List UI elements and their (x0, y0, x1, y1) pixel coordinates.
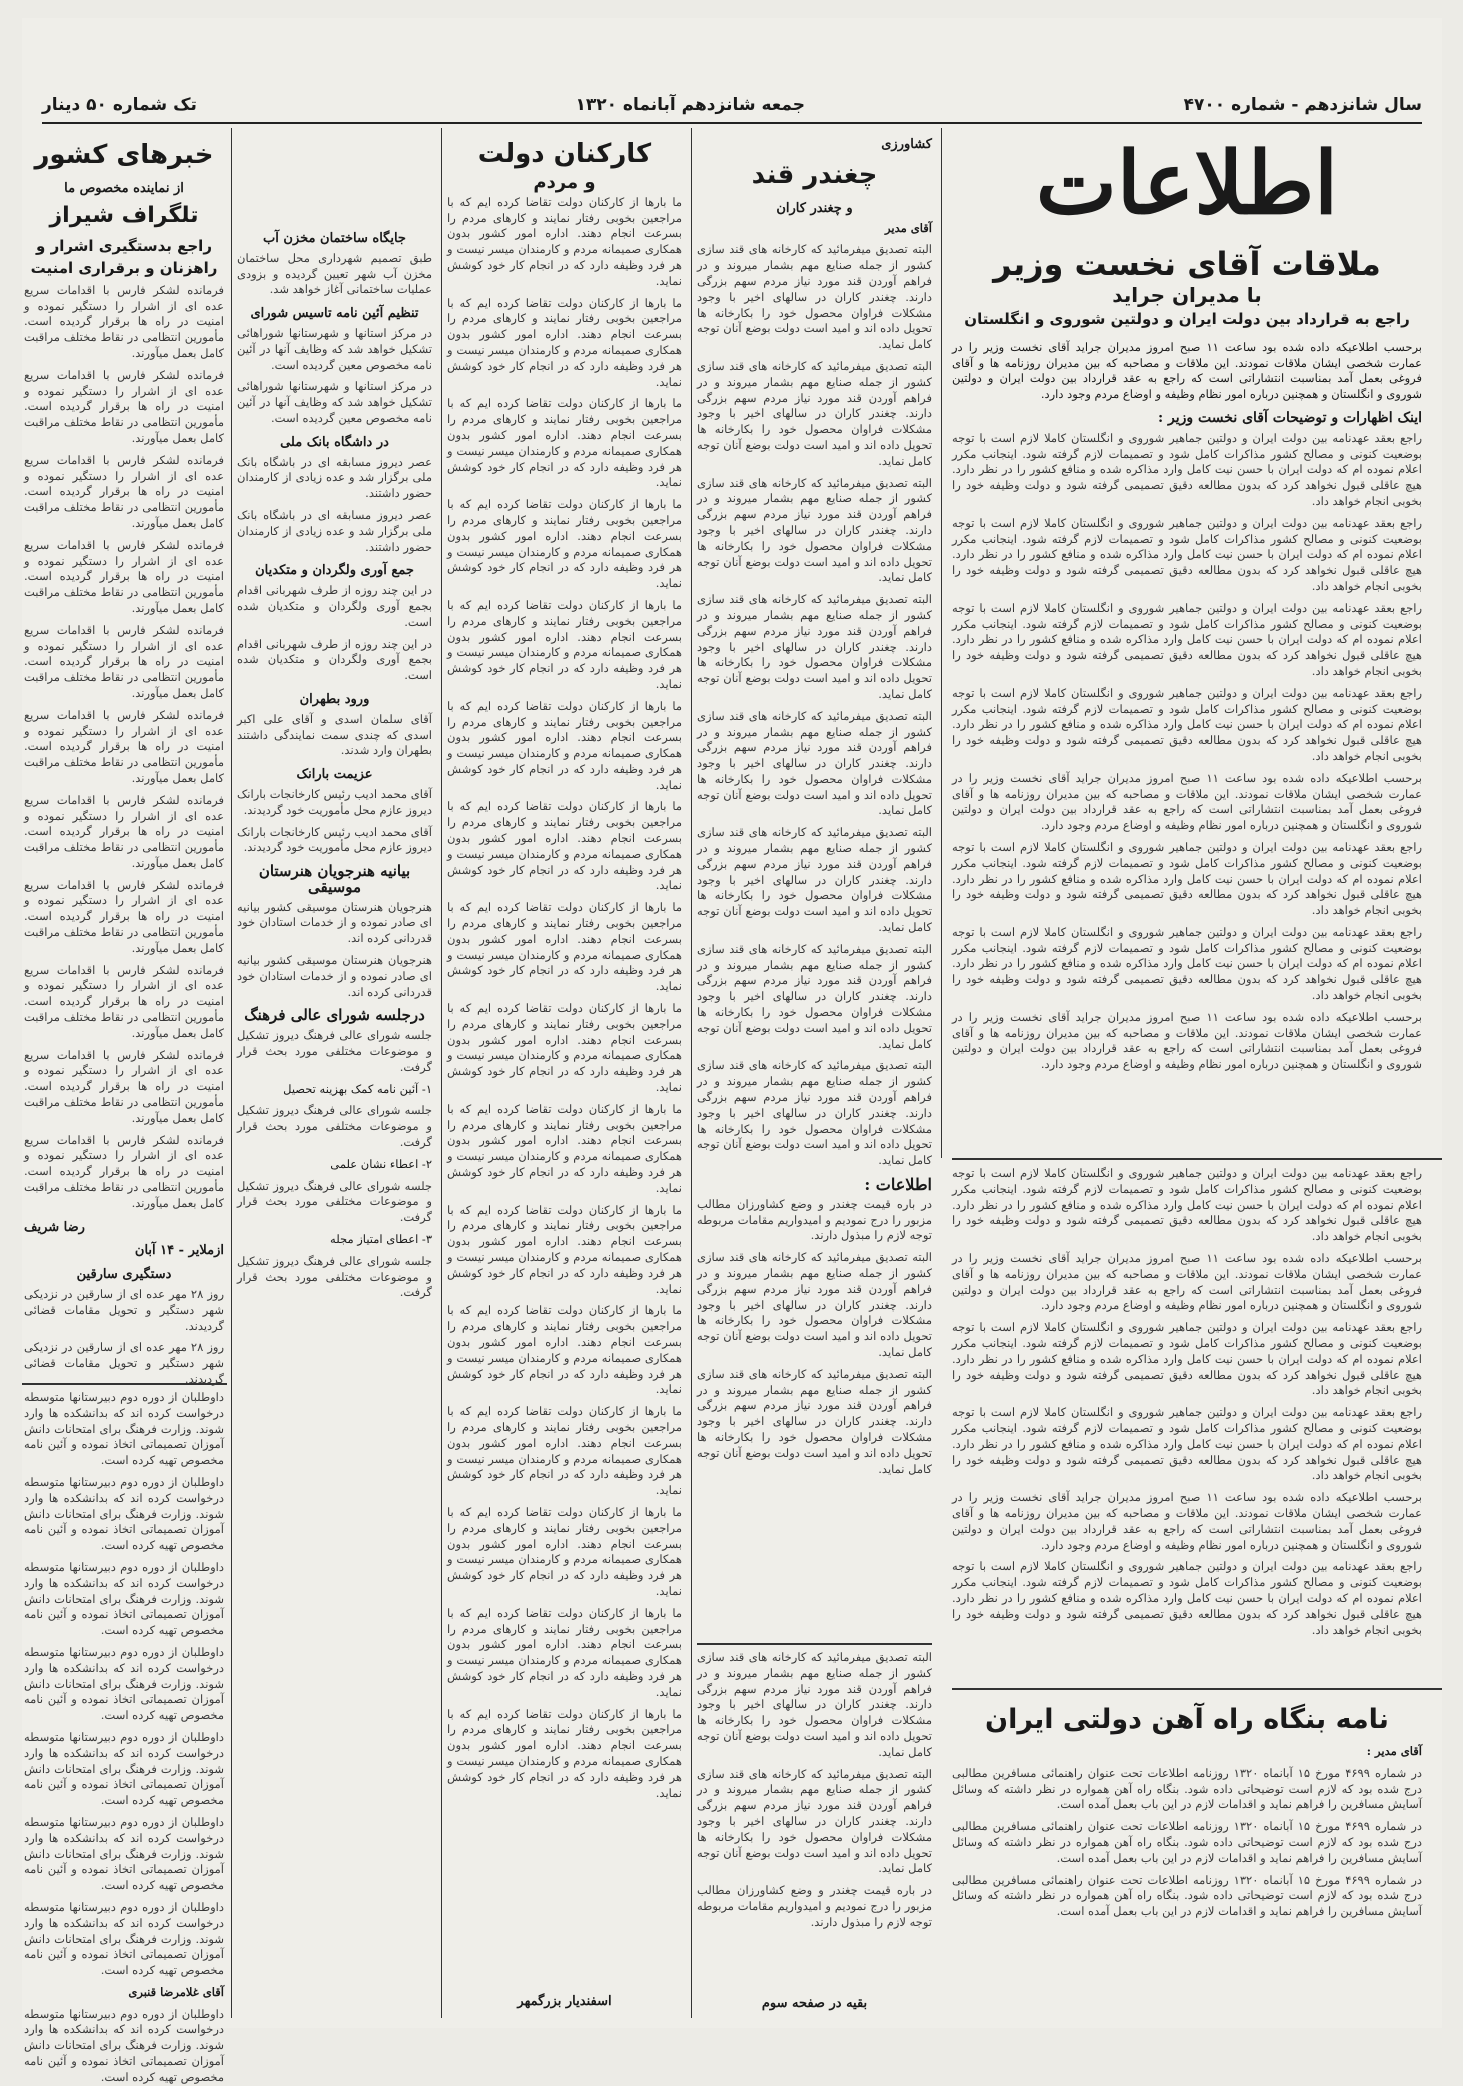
agriculture-kicker: کشاورزی (881, 137, 932, 152)
lead-section-title: اینک اظهارات و توضیحات آقای نخست وزیر : (1157, 409, 1422, 426)
domestic-body-repeat: فرمانده لشکر فارس با اقدامات سریع عده ای از اشرار را دستگیر نموده و امنیت در راه ها برقرار گردیده است. مأمورین انتظامی در نقاط مختلف مراقبت کامل بعمل میآورند. (24, 452, 224, 530)
agriculture-body-repeat: البته تصدیق میفرمائید که کارخانه های قند سازی کشور از جمله صنایع مهم بشمار میروند و در فراهم آوردن قند مورد نیاز مردم سهم بزرگی دارند. چغندر کاران در سالهای اخیر با وجود مشکلات فراوان محصول خود را بکارخانه ها تحویل داده اند و امید است دولت بوضع آنان توجه کامل نماید. (697, 592, 932, 701)
domestic-body-repeat: فرمانده لشکر فارس با اقدامات سریع عده ای از اشرار را دستگیر نموده و امنیت در راه ها برقرار گردیده است. مأمورین انتظامی در نقاط مختلف مراقبت کامل بعمل میآورند. (24, 792, 224, 870)
domestic-headline2: تلگراف شیراز (49, 202, 199, 228)
domestic-body-repeat: فرمانده لشکر فارس با اقدامات سریع عده ای از اشرار را دستگیر نموده و امنیت در راه ها برقرار گردیده است. مأمورین انتظامی در نقاط مختلف مراقبت کامل بعمل میآورند. (24, 962, 224, 1040)
news-list-item: ۱- آئین نامه کمک بهزینه تحصیل (283, 1081, 432, 1096)
news-item6-body: آقای محمد ادیب رئیس کارخانجات بارانک دیروز عازم محل مأموریت خود گردیدند. (237, 786, 432, 817)
lead-deck: راجع به قرارداد بین دولت ایران و دولتین شوروی و انگلستان (964, 309, 1410, 328)
domestic-headline: خبرهای کشور (34, 140, 214, 170)
agriculture-body-repeat: البته تصدیق میفرمائید که کارخانه های قند سازی کشور از جمله صنایع مهم بشمار میروند و در فراهم آوردن قند مورد نیاز مردم سهم بزرگی دارند. چغندر کاران در سالهای اخیر با وجود مشکلات فراوان محصول خود را بکارخانه ها تحویل داده اند و امید است دولت بوضع آنان توجه کامل نماید. (697, 1250, 932, 1359)
agriculture-section2-body: در باره قیمت چغندر و وضع کشاورزان مطالب مزبور را درج نمودیم و امیدواریم مقامات مربوطه توجه لازم را مبذول دارند. (697, 1196, 932, 1243)
column-rule (231, 128, 233, 2018)
officials-signature: اسفندیار بزرگمهر (517, 1994, 612, 2010)
railway-salutation: آقای مدیر : (1366, 1744, 1422, 1758)
domestic-body-repeat: فرمانده لشکر فارس با اقدامات سریع عده ای از اشرار را دستگیر نموده و امنیت در راه ها برقرار گردیده است. مأمورین انتظامی در نقاط مختلف مراقبت کامل بعمل میآورند. (24, 707, 224, 785)
column-rule (691, 128, 693, 2018)
lead-continuation-text: برحسب اطلاعیکه داده شده بود ساعت ۱۱ صبح امروز مدیران جراید آقای نخست وزیر را در عمارت شخصی ایشان ملاقات نمودند. این ملاقات و مصاحبه که بین مدیران روزنامه ها و آقای فروغی بعمل آمد بمناسبت انتشاراتی است که راجع به عقد قرارداد بین دولت ایران و دولتین شوروی و انگلستان و همچنین درباره امور نظام وظیفه و اوضاع مردم وجود دارد. (952, 1490, 1422, 1552)
students-body-repeat: داوطلبان از دوره دوم دبیرستانها متوسطه درخواست کرده اند که بدانشکده ها وارد شوند. وزارت فرهنگ برای امتحانات دانش آموزان تصمیماتی اتخاذ نموده و آئین نامه مخصوص تهیه کرده است. (24, 2006, 224, 2084)
officials-body-repeat: ما بارها از کارکنان دولت تقاضا کرده ایم که با مراجعین بخوبی رفتار نمایند و کارهای مردم را بسرعت انجام دهند. اداره امور کشور بدون همکاری صمیمانه مردم و کارمندان میسر نیست و هر فرد وظیفه دارد که در انجام کار خود کوشش نماید. (447, 396, 682, 490)
railway-body-repeat: در شماره ۴۶۹۹ مورخ ۱۵ آبانماه ۱۳۲۰ روزنامه اطلاعات تحت عنوان راهنمائی مسافرین مطالبی درج شده بود که لازم است توضیحاتی داده شود. بنگاه راه آهن همواره در نظر داشته که وسائل آسایش مسافرین را فراهم نماید و اقدامات لازم در این باب بعمل آمده است. (952, 1872, 1423, 1919)
news-item5-title: ورود بطهران (299, 691, 370, 707)
domestic-item2-title: دستگیری سارقین (76, 1267, 172, 1283)
domestic-body-repeat: فرمانده لشکر فارس با اقدامات سریع عده ای از اشرار را دستگیر نموده و امنیت در راه ها برقرار گردیده است. مأمورین انتظامی در نقاط مختلف مراقبت کامل بعمل میآورند. (24, 537, 224, 615)
lead-body-repeat: برحسب اطلاعیکه داده شده بود ساعت ۱۱ صبح امروز مدیران جراید آقای نخست وزیر را در عمارت شخصی ایشان ملاقات نمودند. این ملاقات و مصاحبه که بین مدیران روزنامه ها و آقای فروغی بعمل آمد بمناسبت انتشاراتی است که راجع به عقد قرارداد بین دولت ایران و دولتین شوروی و انگلستان و همچنین درباره امور نظام وظیفه و اوضاع مردم وجود دارد. (952, 1009, 1422, 1072)
news-item8-body: جلسه شورای عالی فرهنگ دیروز تشکیل و موضوعات مختلفی مورد بحث قرار گرفت. (237, 1103, 432, 1150)
masthead-logo: اطلاعات (1035, 133, 1339, 234)
agriculture-salutation: آقای مدیر (885, 220, 932, 235)
domestic-body: فرمانده لشکر فارس با اقدامات سریع عده ای از اشرار را دستگیر نموده و امنیت در راه ها برقرار گردیده است. مأمورین انتظامی در نقاط مختلف مراقبت کامل بعمل میآورند. (24, 282, 224, 360)
section-rule (952, 1688, 1442, 1690)
news-item4-title: جمع آوری ولگردان و متکدیان (255, 563, 414, 579)
news-item7-body: هنرجویان هنرستان موسیقی کشور بیانیه ای صادر نموده و از خدمات استادان خود قدردانی کرده اند. (237, 953, 432, 999)
news-item3-body: عصر دیروز مسابقه ای در باشگاه بانک ملی برگزار شد و عده زیادی از کارمندان حضور داشتند. (237, 454, 432, 501)
column-rule (441, 128, 443, 2018)
agriculture-continuation-text: البته تصدیق میفرمائید که کارخانه های قند سازی کشور از جمله صنایع مهم بشمار میروند و در فراهم آوردن قند مورد نیاز مردم سهم بزرگی دارند. چغندر کاران در سالهای اخیر با وجود مشکلات فراوان محصول خود را بکارخانه ها تحویل داده اند و امید است دولت بوضع آنان توجه کامل نماید. (697, 1766, 932, 1876)
domestic-body-repeat: فرمانده لشکر فارس با اقدامات سریع عده ای از اشرار را دستگیر نموده و امنیت در راه ها برقرار گردیده است. مأمورین انتظامی در نقاط مختلف مراقبت کامل بعمل میآورند. (24, 622, 224, 700)
lead-continuation-text: برحسب اطلاعیکه داده شده بود ساعت ۱۱ صبح امروز مدیران جراید آقای نخست وزیر را در عمارت شخصی ایشان ملاقات نمودند. این ملاقات و مصاحبه که بین مدیران روزنامه ها و آقای فروغی بعمل آمد بمناسبت انتشاراتی است که راجع به عقد قرارداد بین دولت ایران و دولتین شوروی و انگلستان و همچنین درباره امور نظام وظیفه و اوضاع مردم وجود دارد. (952, 1250, 1422, 1313)
agriculture-body-repeat: البته تصدیق میفرمائید که کارخانه های قند سازی کشور از جمله صنایع مهم بشمار میروند و در فراهم آوردن قند مورد نیاز مردم سهم بزرگی دارند. چغندر کاران در سالهای اخیر با وجود مشکلات فراوان محصول خود را بکارخانه ها تحویل داده اند و امید است دولت بوضع آنان توجه کامل نماید. (697, 825, 932, 935)
agriculture-headline: چغندر قند (751, 159, 878, 190)
domestic-item2-body: روز ۲۸ مهر عده ای از سارقین در نزدیکی شهر دستگیر و تحویل مقامات قضائی گردیدند. (24, 1287, 224, 1333)
continued-note: بقیه در صفحه سوم (761, 1996, 868, 2012)
officials-body-repeat: ما بارها از کارکنان دولت تقاضا کرده ایم که با مراجعین بخوبی رفتار نمایند و کارهای مردم را بسرعت انجام دهند. اداره امور کشور بدون همکاری صمیمانه مردم و کارمندان میسر نیست و هر فرد وظیفه دارد که در انجام کار خود کوشش نماید. (447, 1404, 682, 1498)
students-body-repeat: داوطلبان از دوره دوم دبیرستانها متوسطه درخواست کرده اند که بدانشکده ها وارد شوند. وزارت فرهنگ برای امتحانات دانش آموزان تصمیماتی اتخاذ نموده و آئین نامه مخصوص تهیه کرده است. (24, 1729, 224, 1808)
lead-body-repeat: راجع بعقد عهدنامه بین دولت ایران و دولتین جماهیر شوروی و انگلستان کاملا لازم است با توجه بوضعیت کنونی و مصالح کشور مذاکرات کامل شود و تصمیمات لازم گرفته شود. اینجانب مکرر اعلام نموده ام که دولت ایران با حسن نیت کامل وارد مذاکره شده و منافع کشور را در نظر دارد. هیچ عاقلی قبول نخواهد کرد که بدون مطالعه دقیق تصمیمی گرفته شود و دولت وظیفه خود را بخوبی انجام خواهد داد. (952, 924, 1422, 1003)
lead-continuation (952, 1166, 1422, 1681)
news-item3-body: عصر دیروز مسابقه ای در باشگاه بانک ملی برگزار شد و عده زیادی از کارمندان حضور داشتند. (237, 507, 432, 554)
domestic-byline: از نماینده مخصوص ما (64, 181, 184, 196)
agriculture-section2-title: اطلاعات : (864, 1175, 932, 1195)
lead-body-repeat: راجع بعقد عهدنامه بین دولت ایران و دولتین جماهیر شوروی و انگلستان کاملا لازم است با توجه بوضعیت کنونی و مصالح کشور مذاکرات کامل شود و تصمیمات لازم گرفته شود. اینجانب مکرر اعلام نموده ام که دولت ایران با حسن نیت کامل وارد مذاکره شده و منافع کشور را در نظر دارد. هیچ عاقلی قبول نخواهد کرد که بدون مطالعه دقیق تصمیمی گرفته شود و دولت وظیفه خود را بخوبی انجام خواهد داد. (952, 600, 1422, 678)
news-item6-body: آقای محمد ادیب رئیس کارخانجات بارانک دیروز عازم محل مأموریت خود گردیدند. (237, 824, 432, 855)
officials-body-repeat: ما بارها از کارکنان دولت تقاضا کرده ایم که با مراجعین بخوبی رفتار نمایند و کارهای مردم را بسرعت انجام دهند. اداره امور کشور بدون همکاری صمیمانه مردم و کارمندان میسر نیست و هر فرد وظیفه دارد که در انجام کار خود کوشش نماید. (447, 295, 682, 389)
students-body-repeat: داوطلبان از دوره دوم دبیرستانها متوسطه درخواست کرده اند که بدانشکده ها وارد شوند. وزارت فرهنگ برای امتحانات دانش آموزان تصمیماتی اتخاذ نموده و آئین نامه مخصوص تهیه کرده است. (24, 1899, 224, 1978)
issue-date: جمعه شانزدهم آبانماه ۱۳۲۰ (575, 95, 806, 115)
domestic-body-repeat: فرمانده لشکر فارس با اقدامات سریع عده ای از اشرار را دستگیر نموده و امنیت در راه ها برقرار گردیده است. مأمورین انتظامی در نقاط مختلف مراقبت کامل بعمل میآورند. (24, 877, 224, 955)
lead-intro: برحسب اطلاعیکه داده شده بود ساعت ۱۱ صبح امروز مدیران جراید آقای نخست وزیر را در عمارت شخصی ایشان ملاقات نمودند. این ملاقات و مصاحبه که بین مدیران روزنامه ها و آقای فروغی بعمل آمد بمناسبت انتشاراتی است که راجع به عقد قرارداد بین دولت ایران و دولتین شوروی و انگلستان و همچنین درباره امور نظام وظیفه و اوضاع مردم وجود دارد. (952, 339, 1422, 402)
lead-continuation-text: راجع بعقد عهدنامه بین دولت ایران و دولتین جماهیر شوروی و انگلستان کاملا لازم است با توجه بوضعیت کنونی و مصالح کشور مذاکرات کامل شود و تصمیمات لازم گرفته شود. اینجانب مکرر اعلام نموده ام که دولت ایران با حسن نیت کامل وارد مذاکره شده و منافع کشور را در نظر دارد. هیچ عاقلی قبول نخواهد کرد که بدون مطالعه دقیق تصمیمی گرفته شود و دولت وظیفه خود را بخوبی انجام خواهد داد. (952, 1559, 1422, 1637)
lead-body-repeat: راجع بعقد عهدنامه بین دولت ایران و دولتین جماهیر شوروی و انگلستان کاملا لازم است با توجه بوضعیت کنونی و مصالح کشور مذاکرات کامل شود و تصمیمات لازم گرفته شود. اینجانب مکرر اعلام نموده ام که دولت ایران با حسن نیت کامل وارد مذاکره شده و منافع کشور را در نظر دارد. هیچ عاقلی قبول نخواهد کرد که بدون مطالعه دقیق تصمیمی گرفته شود و دولت وظیفه خود را بخوبی انجام خواهد داد. (952, 685, 1422, 763)
newspaper-page (22, 18, 1442, 2084)
domestic-body-repeat: فرمانده لشکر فارس با اقدامات سریع عده ای از اشرار را دستگیر نموده و امنیت در راه ها برقرار گردیده است. مأمورین انتظامی در نقاط مختلف مراقبت کامل بعمل میآورند. (24, 1132, 224, 1210)
officials-body-repeat: ما بارها از کارکنان دولت تقاضا کرده ایم که با مراجعین بخوبی رفتار نمایند و کارهای مردم را بسرعت انجام دهند. اداره امور کشور بدون همکاری صمیمانه مردم و کارمندان میسر نیست و هر فرد وظیفه دارد که در انجام کار خود کوشش نماید. (447, 1504, 682, 1598)
news-item1-title: جایگاه ساختمان مخزن آب (263, 231, 406, 246)
students-signature: آقای غلامرضا قنبری (128, 1984, 224, 1999)
lead-continuation-text: راجع بعقد عهدنامه بین دولت ایران و دولتین جماهیر شوروی و انگلستان کاملا لازم است با توجه بوضعیت کنونی و مصالح کشور مذاکرات کامل شود و تصمیمات لازم گرفته شود. اینجانب مکرر اعلام نموده ام که دولت ایران با حسن نیت کامل وارد مذاکره شده و منافع کشور را در نظر دارد. هیچ عاقلی قبول نخواهد کرد که بدون مطالعه دقیق تصمیمی گرفته شود و دولت وظیفه خود را بخوبی انجام خواهد داد. (952, 1320, 1422, 1398)
agriculture-article (697, 133, 932, 1638)
officials-body-repeat: ما بارها از کارکنان دولت تقاضا کرده ایم که با مراجعین بخوبی رفتار نمایند و کارهای مردم را بسرعت انجام دهند. اداره امور کشور بدون همکاری صمیمانه مردم و کارمندان میسر نیست و هر فرد وظیفه دارد که در انجام کار خود کوشش نماید. (447, 900, 682, 994)
officials-body-repeat: ما بارها از کارکنان دولت تقاضا کرده ایم که با مراجعین بخوبی رفتار نمایند و کارهای مردم را بسرعت انجام دهند. اداره امور کشور بدون همکاری صمیمانه مردم و کارمندان میسر نیست و هر فرد وظیفه دارد که در انجام کار خود کوشش نماید. (447, 1001, 682, 1095)
news-item1-body: طبق تصمیم شهرداری محل ساختمان مخزن آب شهر تعیین گردیده و بزودی عملیات ساختمانی آغاز خواهد شد. (237, 250, 432, 297)
officials-body-repeat: ما بارها از کارکنان دولت تقاضا کرده ایم که با مراجعین بخوبی رفتار نمایند و کارهای مردم را بسرعت انجام دهند. اداره امور کشور بدون همکاری صمیمانه مردم و کارمندان میسر نیست و هر فرد وظیفه دارد که در انجام کار خود کوشش نماید. (447, 1101, 682, 1195)
agriculture-body-repeat: البته تصدیق میفرمائید که کارخانه های قند سازی کشور از جمله صنایع مهم بشمار میروند و در فراهم آوردن قند مورد نیاز مردم سهم بزرگی دارند. چغندر کاران در سالهای اخیر با وجود مشکلات فراوان محصول خود را بکارخانه ها تحویل داده اند و امید است دولت بوضع آنان توجه کامل نماید. (697, 941, 932, 1051)
railway-body-repeat: در شماره ۴۶۹۹ مورخ ۱۵ آبانماه ۱۳۲۰ روزنامه اطلاعات تحت عنوان راهنمائی مسافرین مطالبی درج شده بود که لازم است توضیحاتی داده شود. بنگاه راه آهن همواره در نظر داشته که وسائل آسایش مسافرین را فراهم نماید و اقدامات لازم در این باب بعمل آمده است. (952, 1819, 1423, 1865)
dateline (42, 88, 1422, 124)
officials-body-repeat: ما بارها از کارکنان دولت تقاضا کرده ایم که با مراجعین بخوبی رفتار نمایند و کارهای مردم را بسرعت انجام دهند. اداره امور کشور بدون همکاری صمیمانه مردم و کارمندان میسر نیست و هر فرد وظیفه دارد که در انجام کار خود کوشش نماید. (447, 1303, 682, 1397)
agriculture-continuation-text: البته تصدیق میفرمائید که کارخانه های قند سازی کشور از جمله صنایع مهم بشمار میروند و در فراهم آوردن قند مورد نیاز مردم سهم بزرگی دارند. چغندر کاران در سالهای اخیر با وجود مشکلات فراوان محصول خود را بکارخانه ها تحویل داده اند و امید است دولت بوضع آنان توجه کامل نماید. (697, 1650, 932, 1759)
officials-body-repeat: ما بارها از کارکنان دولت تقاضا کرده ایم که با مراجعین بخوبی رفتار نمایند و کارهای مردم را بسرعت انجام دهند. اداره امور کشور بدون همکاری صمیمانه مردم و کارمندان میسر نیست و هر فرد وظیفه دارد که در انجام کار خود کوشش نماید. (447, 799, 682, 893)
lead-continuation-text: راجع بعقد عهدنامه بین دولت ایران و دولتین جماهیر شوروی و انگلستان کاملا لازم است با توجه بوضعیت کنونی و مصالح کشور مذاکرات کامل شود و تصمیمات لازم گرفته شود. اینجانب مکرر اعلام نموده ام که دولت ایران با حسن نیت کامل وارد مذاکره شده و منافع کشور را در نظر دارد. هیچ عاقلی قبول نخواهد کرد که بدون مطالعه دقیق تصمیمی گرفته شود و دولت وظیفه خود را بخوبی انجام خواهد داد. (952, 1405, 1422, 1483)
lead-subheadline: با مدیران جراید (1112, 283, 1262, 307)
agriculture-body-repeat: البته تصدیق میفرمائید که کارخانه های قند سازی کشور از جمله صنایع مهم بشمار میروند و در فراهم آوردن قند مورد نیاز مردم سهم بزرگی دارند. چغندر کاران در سالهای اخیر با وجود مشکلات فراوان محصول خود را بکارخانه ها تحویل داده اند و امید است دولت بوضع آنان توجه کامل نماید. (697, 475, 932, 585)
students-body-repeat: داوطلبان از دوره دوم دبیرستانها متوسطه درخواست کرده اند که بدانشکده ها وارد شوند. وزارت فرهنگ برای امتحانات دانش آموزان تصمیماتی اتخاذ نموده و آئین نامه مخصوص تهیه کرده است. (24, 1814, 224, 1893)
column-rule (941, 128, 943, 1158)
officials-body-repeat: ما بارها از کارکنان دولت تقاضا کرده ایم که با مراجعین بخوبی رفتار نمایند و کارهای مردم را بسرعت انجام دهند. اداره امور کشور بدون همکاری صمیمانه مردم و کارمندان میسر نیست و هر فرد وظیفه دارد که در انجام کار خود کوشش نماید. (447, 1605, 682, 1699)
domestic-body-repeat: فرمانده لشکر فارس با اقدامات سریع عده ای از اشرار را دستگیر نموده و امنیت در راه ها برقرار گردیده است. مأمورین انتظامی در نقاط مختلف مراقبت کامل بعمل میآورند. (24, 1047, 224, 1125)
news-list-item: ۳- اعطای امتیاز مجله (330, 1232, 432, 1247)
lead-headline: ملاقات آقای نخست وزیر (993, 245, 1381, 283)
officials-body-repeat: ما بارها از کارکنان دولت تقاضا کرده ایم که با مراجعین بخوبی رفتار نمایند و کارهای مردم را بسرعت انجام دهند. اداره امور کشور بدون همکاری صمیمانه مردم و کارمندان میسر نیست و هر فرد وظیفه دارد که در انجام کار خود کوشش نماید. (447, 698, 682, 792)
officials-body-repeat: ما بارها از کارکنان دولت تقاضا کرده ایم که با مراجعین بخوبی رفتار نمایند و کارهای مردم را بسرعت انجام دهند. اداره امور کشور بدون همکاری صمیمانه مردم و کارمندان میسر نیست و هر فرد وظیفه دارد که در انجام کار خود کوشش نماید. (447, 497, 682, 591)
lead-article (952, 240, 1422, 1155)
students-body: داوطلبان از دوره دوم دبیرستانها متوسطه درخواست کرده اند که بدانشکده ها وارد شوند. وزارت فرهنگ برای امتحانات دانش آموزان تصمیماتی اتخاذ نموده و آئین نامه مخصوص تهیه کرده است. (24, 1390, 224, 1468)
news-item3-title: در داشگاه بانک ملی (280, 434, 389, 450)
year-issue: سال شانزدهم - شماره ۴۷۰۰ (1183, 95, 1422, 115)
agriculture-body-repeat: البته تصدیق میفرمائید که کارخانه های قند سازی کشور از جمله صنایع مهم بشمار میروند و در فراهم آوردن قند مورد نیاز مردم سهم بزرگی دارند. چغندر کاران در سالهای اخیر با وجود مشکلات فراوان محصول خود را بکارخانه ها تحویل داده اند و امید است دولت بوضع آنان توجه کامل نماید. (697, 358, 932, 468)
students-body-repeat: داوطلبان از دوره دوم دبیرستانها متوسطه درخواست کرده اند که بدانشکده ها وارد شوند. وزارت فرهنگ برای امتحانات دانش آموزان تصمیماتی اتخاذ نموده و آئین نامه مخصوص تهیه کرده است. (24, 1474, 224, 1553)
domestic-deck: راجع بدستگیری اشرار و راهزنان و برقراری امنیت (30, 236, 218, 277)
domestic-city-date: ازملایر - ۱۴ آبان (134, 1243, 224, 1259)
price: تک شماره ۵۰ دینار (42, 95, 197, 115)
news-item8-body: جلسه شورای عالی فرهنگ دیروز تشکیل و موضوعات مختلفی مورد بحث قرار گرفت. (237, 1028, 432, 1074)
news-item2-body: در مرکز استانها و شهرستانها شوراهائی تشکیل خواهد شد که وظایف آنها در آئین نامه مخصوص معین گردیده است. (237, 325, 432, 372)
news-item7-body: هنرجویان هنرستان موسیقی کشور بیانیه ای صادر نموده و از خدمات استادان خود قدردانی کرده اند. (237, 899, 432, 946)
agriculture-body: البته تصدیق میفرمائید که کارخانه های قند سازی کشور از جمله صنایع مهم بشمار میروند و در فراهم آوردن قند مورد نیاز مردم سهم بزرگی دارند. چغندر کاران در سالهای اخیر با وجود مشکلات فراوان محصول خود را بکارخانه ها تحویل داده اند و امید است دولت بوضع آنان توجه کامل نماید. (697, 242, 932, 352)
lead-body-repeat: راجع بعقد عهدنامه بین دولت ایران و دولتین جماهیر شوروی و انگلستان کاملا لازم است با توجه بوضعیت کنونی و مصالح کشور مذاکرات کامل شود و تصمیمات لازم گرفته شود. اینجانب مکرر اعلام نموده ام که دولت ایران با حسن نیت کامل وارد مذاکره شده و منافع کشور را در نظر دارد. هیچ عاقلی قبول نخواهد کرد که بدون مطالعه دقیق تصمیمی گرفته شود و دولت وظیفه خود را بخوبی انجام خواهد داد. (952, 839, 1422, 918)
news-item4-body: در این چند روزه از طرف شهربانی اقدام بجمع آوری ولگردان و متکدیان شده است. (237, 583, 432, 629)
officials-body-repeat: ما بارها از کارکنان دولت تقاضا کرده ایم که با مراجعین بخوبی رفتار نمایند و کارهای مردم را بسرعت انجام دهند. اداره امور کشور بدون همکاری صمیمانه مردم و کارمندان میسر نیست و هر فرد وظیفه دارد که در انجام کار خود کوشش نماید. (447, 1202, 682, 1296)
agriculture-body-repeat: البته تصدیق میفرمائید که کارخانه های قند سازی کشور از جمله صنایع مهم بشمار میروند و در فراهم آوردن قند مورد نیاز مردم سهم بزرگی دارند. چغندر کاران در سالهای اخیر با وجود مشکلات فراوان محصول خود را بکارخانه ها تحویل داده اند و امید است دولت بوضع آنان توجه کامل نماید. (697, 1058, 932, 1168)
agriculture-sub: و چغندر کاران (776, 200, 853, 216)
officials-body-repeat: ما بارها از کارکنان دولت تقاضا کرده ایم که با مراجعین بخوبی رفتار نمایند و کارهای مردم را بسرعت انجام دهند. اداره امور کشور بدون همکاری صمیمانه مردم و کارمندان میسر نیست و هر فرد وظیفه دارد که در انجام کار خود کوشش نماید. (447, 597, 682, 691)
lead-continuation-text: راجع بعقد عهدنامه بین دولت ایران و دولتین جماهیر شوروی و انگلستان کاملا لازم است با توجه بوضعیت کنونی و مصالح کشور مذاکرات کامل شود و تصمیمات لازم گرفته شود. اینجانب مکرر اعلام نموده ام که دولت ایران با حسن نیت کامل وارد مذاکره شده و منافع کشور را در نظر دارد. هیچ عاقلی قبول نخواهد کرد که بدون مطالعه دقیق تصمیمی گرفته شود و دولت وظیفه خود را بخوبی انجام خواهد داد. (952, 1166, 1422, 1244)
domestic-news (24, 133, 224, 1386)
news-item2-title: تنظیم آئین نامه تاسیس شورای (250, 306, 419, 322)
agriculture-continuation (697, 1650, 932, 2020)
lead-body: راجع بعقد عهدنامه بین دولت ایران و دولتین جماهیر شوروی و انگلستان کاملا لازم است با توجه بوضعیت کنونی و مصالح کشور مذاکرات کامل شود و تصمیمات لازم گرفته شود. اینجانب مکرر اعلام نموده ام که دولت ایران با حسن نیت کامل وارد مذاکره شده و منافع کشور را در نظر دارد. هیچ عاقلی قبول نخواهد کرد که بدون مطالعه دقیق تصمیمی گرفته شود و دولت وظیفه خود را بخوبی انجام خواهد داد. (952, 430, 1422, 508)
officials-body-repeat: ما بارها از کارکنان دولت تقاضا کرده ایم که با مراجعین بخوبی رفتار نمایند و کارهای مردم را بسرعت انجام دهند. اداره امور کشور بدون همکاری صمیمانه مردم و کارمندان میسر نیست و هر فرد وظیفه دارد که در انجام کار خود کوشش نماید. (447, 1706, 682, 1800)
news-column (237, 223, 432, 2018)
news-item8-title: درجلسه شورای عالی فرهنگ (244, 1006, 425, 1025)
news-item6-title: عزیمت بارانک (296, 767, 373, 783)
news-item8-body: جلسه شورای عالی فرهنگ دیروز تشکیل و موضوعات مختلفی مورد بحث قرار گرفت. (237, 1253, 432, 1300)
students-body-repeat: داوطلبان از دوره دوم دبیرستانها متوسطه درخواست کرده اند که بدانشکده ها وارد شوند. وزارت فرهنگ برای امتحانات دانش آموزان تصمیماتی اتخاذ نموده و آئین نامه مخصوص تهیه کرده است. (24, 1559, 224, 1638)
domestic-item2-body: روز ۲۸ مهر عده ای از سارقین در نزدیکی شهر دستگیر و تحویل مقامات قضائی گردیدند. (24, 1340, 224, 1386)
agriculture-body-repeat: البته تصدیق میفرمائید که کارخانه های قند سازی کشور از جمله صنایع مهم بشمار میروند و در فراهم آوردن قند مورد نیاز مردم سهم بزرگی دارند. چغندر کاران در سالهای اخیر با وجود مشکلات فراوان محصول خود را بکارخانه ها تحویل داده اند و امید است دولت بوضع آنان توجه کامل نماید. (697, 1366, 932, 1476)
news-list-item: ۲- اعطاء نشان علمی (330, 1156, 432, 1171)
officials-sub: و مردم (533, 172, 596, 193)
news-item2-body: در مرکز استانها و شهرستانها شوراهائی تشکیل خواهد شد که وظایف آنها در آئین نامه مخصوص معین گردیده است. (237, 379, 432, 425)
news-item5-body: آقای سلمان اسدی و آقای علی اکبر اسدی که چندی سمت نمایندگی داشتند بطهران وارد شدند. (237, 711, 432, 758)
section-rule (697, 1643, 932, 1645)
railway-headline: نامه بنگاه راه آهن دولتی ایران (985, 1704, 1389, 1735)
news-item8-body: جلسه شورای عالی فرهنگ دیروز تشکیل و موضوعات مختلفی مورد بحث قرار گرفت. (237, 1178, 432, 1225)
officials-headline: کارکنان دولت (477, 139, 652, 169)
agriculture-body-repeat: البته تصدیق میفرمائید که کارخانه های قند سازی کشور از جمله صنایع مهم بشمار میروند و در فراهم آوردن قند مورد نیاز مردم سهم بزرگی دارند. چغندر کاران در سالهای اخیر با وجود مشکلات فراوان محصول خود را بکارخانه ها تحویل داده اند و امید است دولت بوضع آنان توجه کامل نماید. (697, 708, 932, 818)
students-article (24, 1390, 224, 2084)
officials-body: ما بارها از کارکنان دولت تقاضا کرده ایم که با مراجعین بخوبی رفتار نمایند و کارهای مردم را بسرعت انجام دهند. اداره امور کشور بدون همکاری صمیمانه مردم و کارمندان میسر نیست و هر فرد وظیفه دارد که در انجام کار خود کوشش نماید. (447, 194, 682, 288)
officials-article (447, 133, 682, 2018)
agriculture-continuation-text: در باره قیمت چغندر و وضع کشاورزان مطالب مزبور را درج نمودیم و امیدواریم مقامات مربوطه توجه لازم را مبذول دارند. (697, 1883, 932, 1929)
students-body-repeat: داوطلبان از دوره دوم دبیرستانها متوسطه درخواست کرده اند که بدانشکده ها وارد شوند. وزارت فرهنگ برای امتحانات دانش آموزان تصمیماتی اتخاذ نموده و آئین نامه مخصوص تهیه کرده است. (24, 1644, 224, 1723)
railway-letter (952, 1696, 1422, 2021)
lead-body-repeat: راجع بعقد عهدنامه بین دولت ایران و دولتین جماهیر شوروی و انگلستان کاملا لازم است با توجه بوضعیت کنونی و مصالح کشور مذاکرات کامل شود و تصمیمات لازم گرفته شود. اینجانب مکرر اعلام نموده ام که دولت ایران با حسن نیت کامل وارد مذاکره شده و منافع کشور را در نظر دارد. هیچ عاقلی قبول نخواهد کرد که بدون مطالعه دقیق تصمیمی گرفته شود و دولت وظیفه خود را بخوبی انجام خواهد داد. (952, 515, 1422, 593)
lead-body-repeat: برحسب اطلاعیکه داده شده بود ساعت ۱۱ صبح امروز مدیران جراید آقای نخست وزیر را در عمارت شخصی ایشان ملاقات نمودند. این ملاقات و مصاحبه که بین مدیران روزنامه ها و آقای فروغی بعمل آمد بمناسبت انتشاراتی است که راجع به عقد قرارداد بین دولت ایران و دولتین شوروی و انگلستان و همچنین درباره امور نظام وظیفه و اوضاع مردم وجود دارد. (952, 770, 1422, 833)
domestic-signature: رضا شریف (24, 1219, 85, 1235)
section-rule (952, 1158, 1442, 1160)
news-item4-body: در این چند روزه از طرف شهربانی اقدام بجمع آوری ولگردان و متکدیان شده است. (237, 636, 432, 683)
domestic-body-repeat: فرمانده لشکر فارس با اقدامات سریع عده ای از اشرار را دستگیر نموده و امنیت در راه ها برقرار گردیده است. مأمورین انتظامی در نقاط مختلف مراقبت کامل بعمل میآورند. (24, 367, 224, 445)
news-item7-title: بیانیه هنرجویان هنرستان موسیقی (258, 862, 411, 896)
railway-body: در شماره ۴۶۹۹ مورخ ۱۵ آبانماه ۱۳۲۰ روزنامه اطلاعات تحت عنوان راهنمائی مسافرین مطالبی درج شده بود که لازم است توضیحاتی داده شود. بنگاه راه آهن همواره در نظر داشته که وسائل آسایش مسافرین را فراهم نماید و اقدامات لازم در این باب بعمل آمده است. (952, 1765, 1423, 1812)
